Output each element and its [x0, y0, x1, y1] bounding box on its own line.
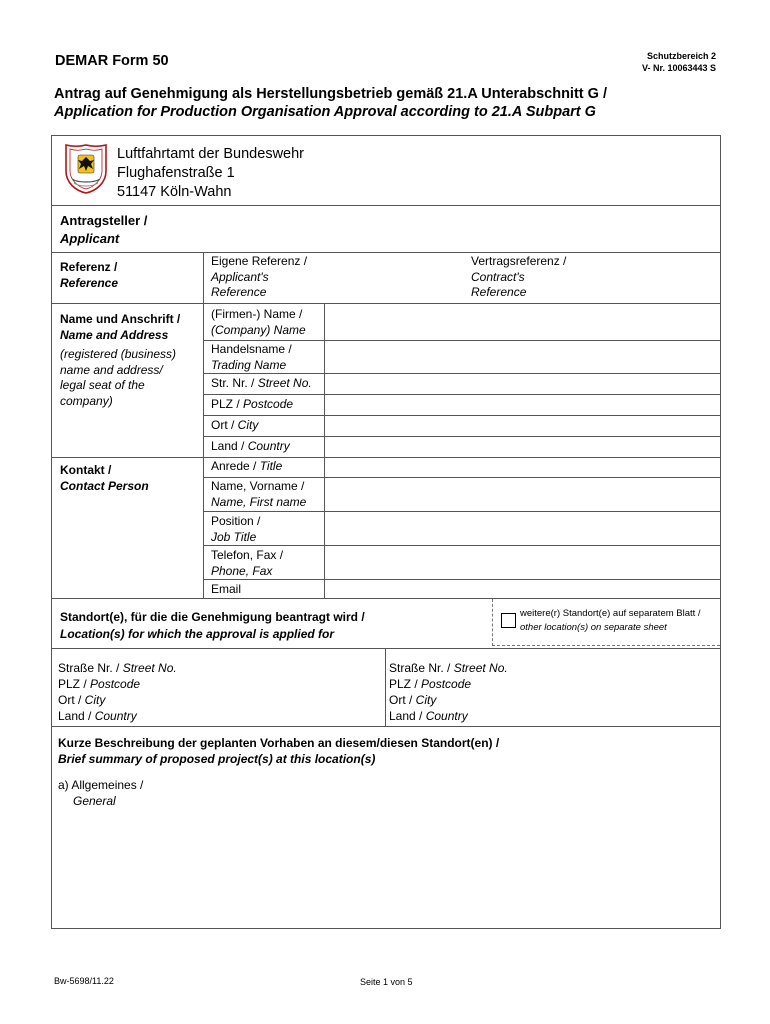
summary-item-a-en: General: [73, 794, 116, 808]
postcode-label: [211, 397, 293, 413]
authority-name: Luftfahrtamt der Bundeswehr: [117, 146, 304, 162]
country-label: [211, 439, 290, 455]
location-1-postcode-de: PLZ /: [58, 677, 91, 691]
city-field[interactable]: [326, 416, 719, 436]
street-label: [211, 376, 312, 392]
authority-street: Flughafenstraße 1: [117, 165, 235, 181]
phone-label: [211, 548, 283, 579]
name-address-note-4: company): [60, 393, 113, 408]
separate-sheet-label: [520, 607, 701, 635]
location-1-city-de: Ort /: [58, 693, 85, 707]
name-address-label-en: Name and Address: [60, 327, 169, 342]
position-en: Job Title: [211, 529, 257, 544]
summary-item-a-de: a) Allgemeines /: [58, 778, 144, 792]
position-de: Position /: [211, 514, 261, 528]
person-name-label: [211, 479, 306, 510]
company-name-en: (Company) Name: [211, 322, 306, 337]
location-1-country-en: Country: [94, 709, 137, 723]
own-reference-en-1: Applicant's: [211, 269, 269, 284]
own-reference-de: Eigene Referenz /: [211, 254, 308, 268]
company-name-de: (Firmen-) Name /: [211, 307, 303, 321]
email-field[interactable]: [326, 580, 719, 598]
contact-label: [60, 463, 149, 494]
separate-sheet-de: weitere(r) Standort(e) auf separatem Blatt /: [520, 608, 701, 619]
own-reference-en-2: Reference: [211, 285, 267, 299]
location-2-country-en: Country: [425, 709, 468, 723]
contract-reference-de: Vertragsreferenz /: [471, 254, 567, 268]
summary-text-area[interactable]: [58, 812, 713, 922]
company-name-field[interactable]: [326, 304, 719, 340]
phone-en: Phone, Fax: [211, 563, 273, 578]
phone-de: Telefon, Fax /: [211, 548, 284, 562]
contract-reference-label: [471, 254, 566, 301]
applicant-heading: [60, 213, 147, 247]
location-1-street-en: Street No.: [122, 661, 177, 675]
location-1-country[interactable]: [58, 708, 177, 724]
own-reference-label: [211, 254, 307, 301]
title-de: Antrag auf Genehmigung als Herstellungsbetrieb gemäß 21.A Unterabschnitt G /: [54, 86, 607, 102]
title-label: [211, 459, 282, 475]
form-code: Bw-5698/11.22: [54, 976, 114, 986]
separate-sheet-en: other location(s) on separate sheet: [520, 622, 667, 633]
trading-name-label: [211, 342, 292, 373]
country-field[interactable]: [326, 437, 719, 457]
protection-label: Schutzbereich 2: [646, 51, 716, 61]
name-address-note-2: name and address/: [60, 362, 163, 377]
name-address-label: [60, 312, 180, 409]
name-address-note-1: (registered (business): [60, 347, 177, 361]
locations-heading-en: Location(s) for which the approval is applied for: [60, 626, 335, 641]
trading-name-de: Handelsname /: [211, 342, 292, 356]
location-1-postcode[interactable]: [58, 676, 177, 692]
location-1-postcode-en: Postcode: [90, 677, 141, 691]
form-name: DEMAR Form 50: [55, 53, 169, 69]
postcode-field[interactable]: [326, 395, 719, 415]
street-de: Str. Nr. /: [211, 376, 258, 390]
person-name-en: Name, First name: [211, 494, 307, 509]
city-label: [211, 418, 258, 434]
email-label: Email: [211, 582, 242, 596]
company-name-label: [211, 307, 306, 338]
country-de: Land /: [211, 439, 248, 453]
location-2-block: [389, 660, 508, 724]
location-1-city[interactable]: [58, 692, 177, 708]
title-de: Anrede /: [211, 459, 260, 473]
location-2-postcode-de: PLZ /: [389, 677, 422, 691]
title-en: Title: [259, 459, 283, 473]
contract-reference-en-1: Contract's: [471, 269, 525, 284]
street-en: Street No.: [257, 376, 312, 390]
contract-reference-en-2: Reference: [471, 285, 527, 299]
reference-label: [60, 260, 118, 291]
title-en: Application for Production Organisation Approval according to 21.A Subpart G: [54, 104, 596, 120]
own-reference-field[interactable]: [327, 253, 458, 303]
person-name-de: Name, Vorname /: [211, 479, 305, 493]
summary-heading-en: Brief summary of proposed project(s) at this location(s): [58, 751, 376, 766]
location-1-street[interactable]: [58, 660, 177, 676]
location-2-city[interactable]: [389, 692, 508, 708]
location-1-street-de: Straße Nr. /: [58, 661, 123, 675]
summary-heading: [58, 736, 499, 767]
summary-item-a: [58, 777, 143, 809]
location-2-city-en: City: [415, 693, 437, 707]
location-2-street-en: Street No.: [453, 661, 508, 675]
reference-label-en: Reference: [60, 275, 119, 290]
street-field[interactable]: [326, 374, 719, 394]
location-1-country-de: Land /: [58, 709, 95, 723]
trading-name-field[interactable]: [326, 341, 719, 373]
position-label: [211, 514, 260, 545]
summary-heading-de: Kurze Beschreibung der geplanten Vorhaben an diesem/diesen Standort(en) /: [58, 736, 500, 750]
city-de: Ort /: [211, 418, 238, 432]
name-address-note-3: legal seat of the: [60, 378, 145, 392]
location-2-country[interactable]: [389, 708, 508, 724]
phone-field[interactable]: [326, 546, 719, 579]
title-field[interactable]: [326, 458, 719, 477]
person-name-field[interactable]: [326, 478, 719, 511]
page-number: Seite 1 von 5: [360, 977, 413, 987]
trading-name-en: Trading Name: [211, 357, 287, 372]
locations-heading: [60, 610, 365, 642]
applicant-heading-de: Antragsteller /: [60, 213, 148, 228]
contact-label-en: Contact Person: [60, 478, 149, 493]
location-1-block: [58, 660, 177, 724]
version-label: V- Nr. 10063443 S: [641, 63, 716, 73]
location-2-postcode-en: Postcode: [421, 677, 472, 691]
federal-eagle-icon: [64, 143, 108, 195]
reference-label-de: Referenz /: [60, 260, 118, 274]
position-field[interactable]: [326, 512, 719, 545]
location-1-city-en: City: [84, 693, 106, 707]
country-en: Country: [247, 439, 290, 453]
locations-heading-de: Standort(e), für die die Genehmigung beantragt wird /: [60, 610, 365, 624]
applicant-heading-en: Applicant: [60, 231, 120, 246]
authority-address: [117, 145, 304, 202]
name-address-label-de: Name und Anschrift /: [60, 312, 181, 326]
authority-city: 51147 Köln-Wahn: [117, 184, 232, 200]
location-2-city-de: Ort /: [389, 693, 416, 707]
contract-reference-field[interactable]: [590, 253, 719, 303]
postcode-de: PLZ /: [211, 397, 244, 411]
location-2-street-de: Straße Nr. /: [389, 661, 454, 675]
separate-sheet-checkbox[interactable]: [501, 613, 516, 628]
location-2-postcode[interactable]: [389, 676, 508, 692]
contact-label-de: Kontakt /: [60, 463, 112, 477]
location-2-country-de: Land /: [389, 709, 426, 723]
postcode-en: Postcode: [243, 397, 294, 411]
location-2-street[interactable]: [389, 660, 508, 676]
city-en: City: [237, 418, 259, 432]
